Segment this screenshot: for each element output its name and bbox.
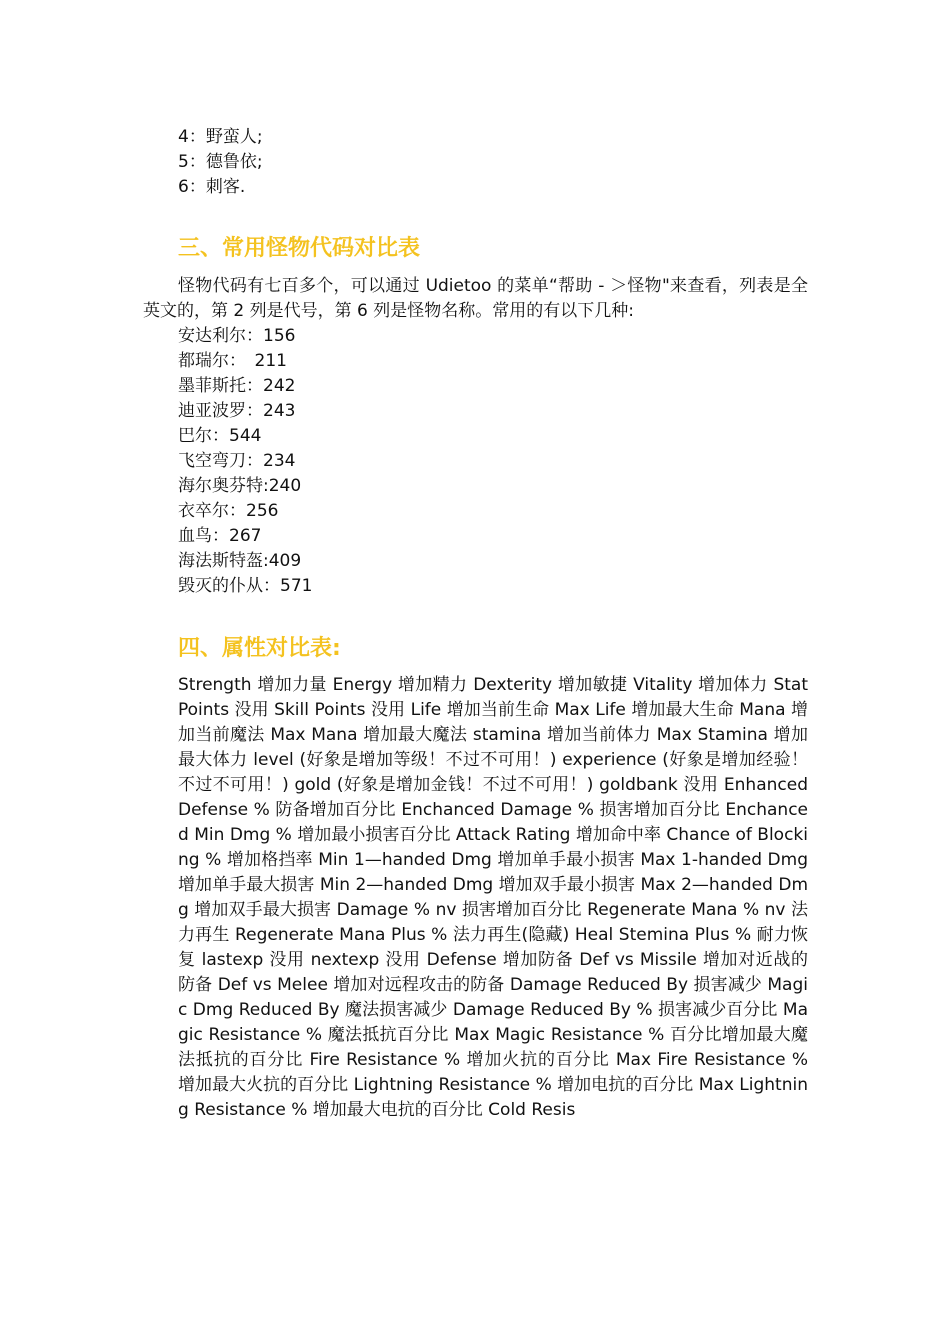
intro-paragraph: 怪物代码有七百多个，可以通过 Udietoo 的菜单“帮助 - ＞怪物"来查看，列表是全英文的，第 2 列是代号，第 6 列是怪物名称。常用的有以下几种:: [143, 276, 808, 321]
monster-code-item: 海尔奥芬特:240: [178, 476, 302, 496]
list-item: 6：刺客.: [178, 177, 246, 197]
monster-code-item: 飞空弯刀：234: [178, 451, 296, 471]
monster-code-item: 安达利尔：156: [178, 326, 296, 346]
monster-code-item: 衣卒尔：256: [178, 501, 279, 521]
monster-code-item: 血鸟：267: [178, 526, 262, 546]
section-heading: 三、常用怪物代码对比表: [178, 236, 421, 261]
monster-code-item: 毁灭的仆从：571: [178, 576, 313, 596]
monster-code-item: 巴尔：544: [178, 426, 262, 446]
list-item: 4：野蛮人;: [178, 127, 263, 147]
attribute-table-text: Strength 增加力量 Energy 增加精力 Dexterity 增加敏捷 Vitality 增加体力 Stat Points 没用 Skill Points 没用 Life 增加当前生命 Max Life 增加最大生命 Mana 增加当前魔法 Max Mana 增加最大魔法 stamina 增加当前体力 Max Stamina 增加最大体力 level (好象是增加等级！不过不可用！) experience (好象是增加经验！不过不可用！) gold (好象是增加金钱！不过不可用！) goldbank 没用 Enhanced Defense % 防备增加百分比 Enchanced Damage % 损害增加百分比 Enchanced Min Dmg % 增加最小损害百分比 Attack Rating 增加命中率 Chance of Blocking % 增加格挡率 Min 1—handed Dmg 增加单手最小损害 Max 1-handed Dmg 增加单手最大损害 Min 2—handed Dmg 增加双手最小损害 Max 2—handed Dmg 增加双手最大损害 Damage % nv 损害增加百分比 Regenerate Mana % nv 法力再生 Regenerate Mana Plus % 法力再生(隐藏) Heal Stemina Plus % 耐力恢复 lastexp 没用 nextexp 没用 Defense 增加防备 Def vs Missile 增加对近战的防备 Def vs Melee 增加对远程攻击的防备 Damage Reduced By 损害减少 Magic Dmg Reduced By 魔法损害减少 Damage Reduced By % 损害减少百分比 Magic Resistance % 魔法抵抗百分比 Max Magic Resistance % 百分比增加最大魔法抵抗的百分比 Fire Resistance % 增加火抗的百分比 Max Fire Resistance % 增加最大火抗的百分比 Lightning Resistance % 增加电抗的百分比 Max Lightning Resistance % 增加最大电抗的百分比 Cold Resis: [178, 675, 808, 1120]
monster-code-item: 墨菲斯托：242: [178, 376, 296, 396]
monster-code-item: 都瑞尔： 211: [178, 351, 287, 371]
section-heading: 四、属性对比表:: [178, 636, 341, 661]
monster-code-item: 海法斯特盔:409: [178, 551, 302, 571]
list-item: 5：德鲁依;: [178, 152, 263, 172]
monster-code-item: 迪亚波罗：243: [178, 401, 296, 421]
